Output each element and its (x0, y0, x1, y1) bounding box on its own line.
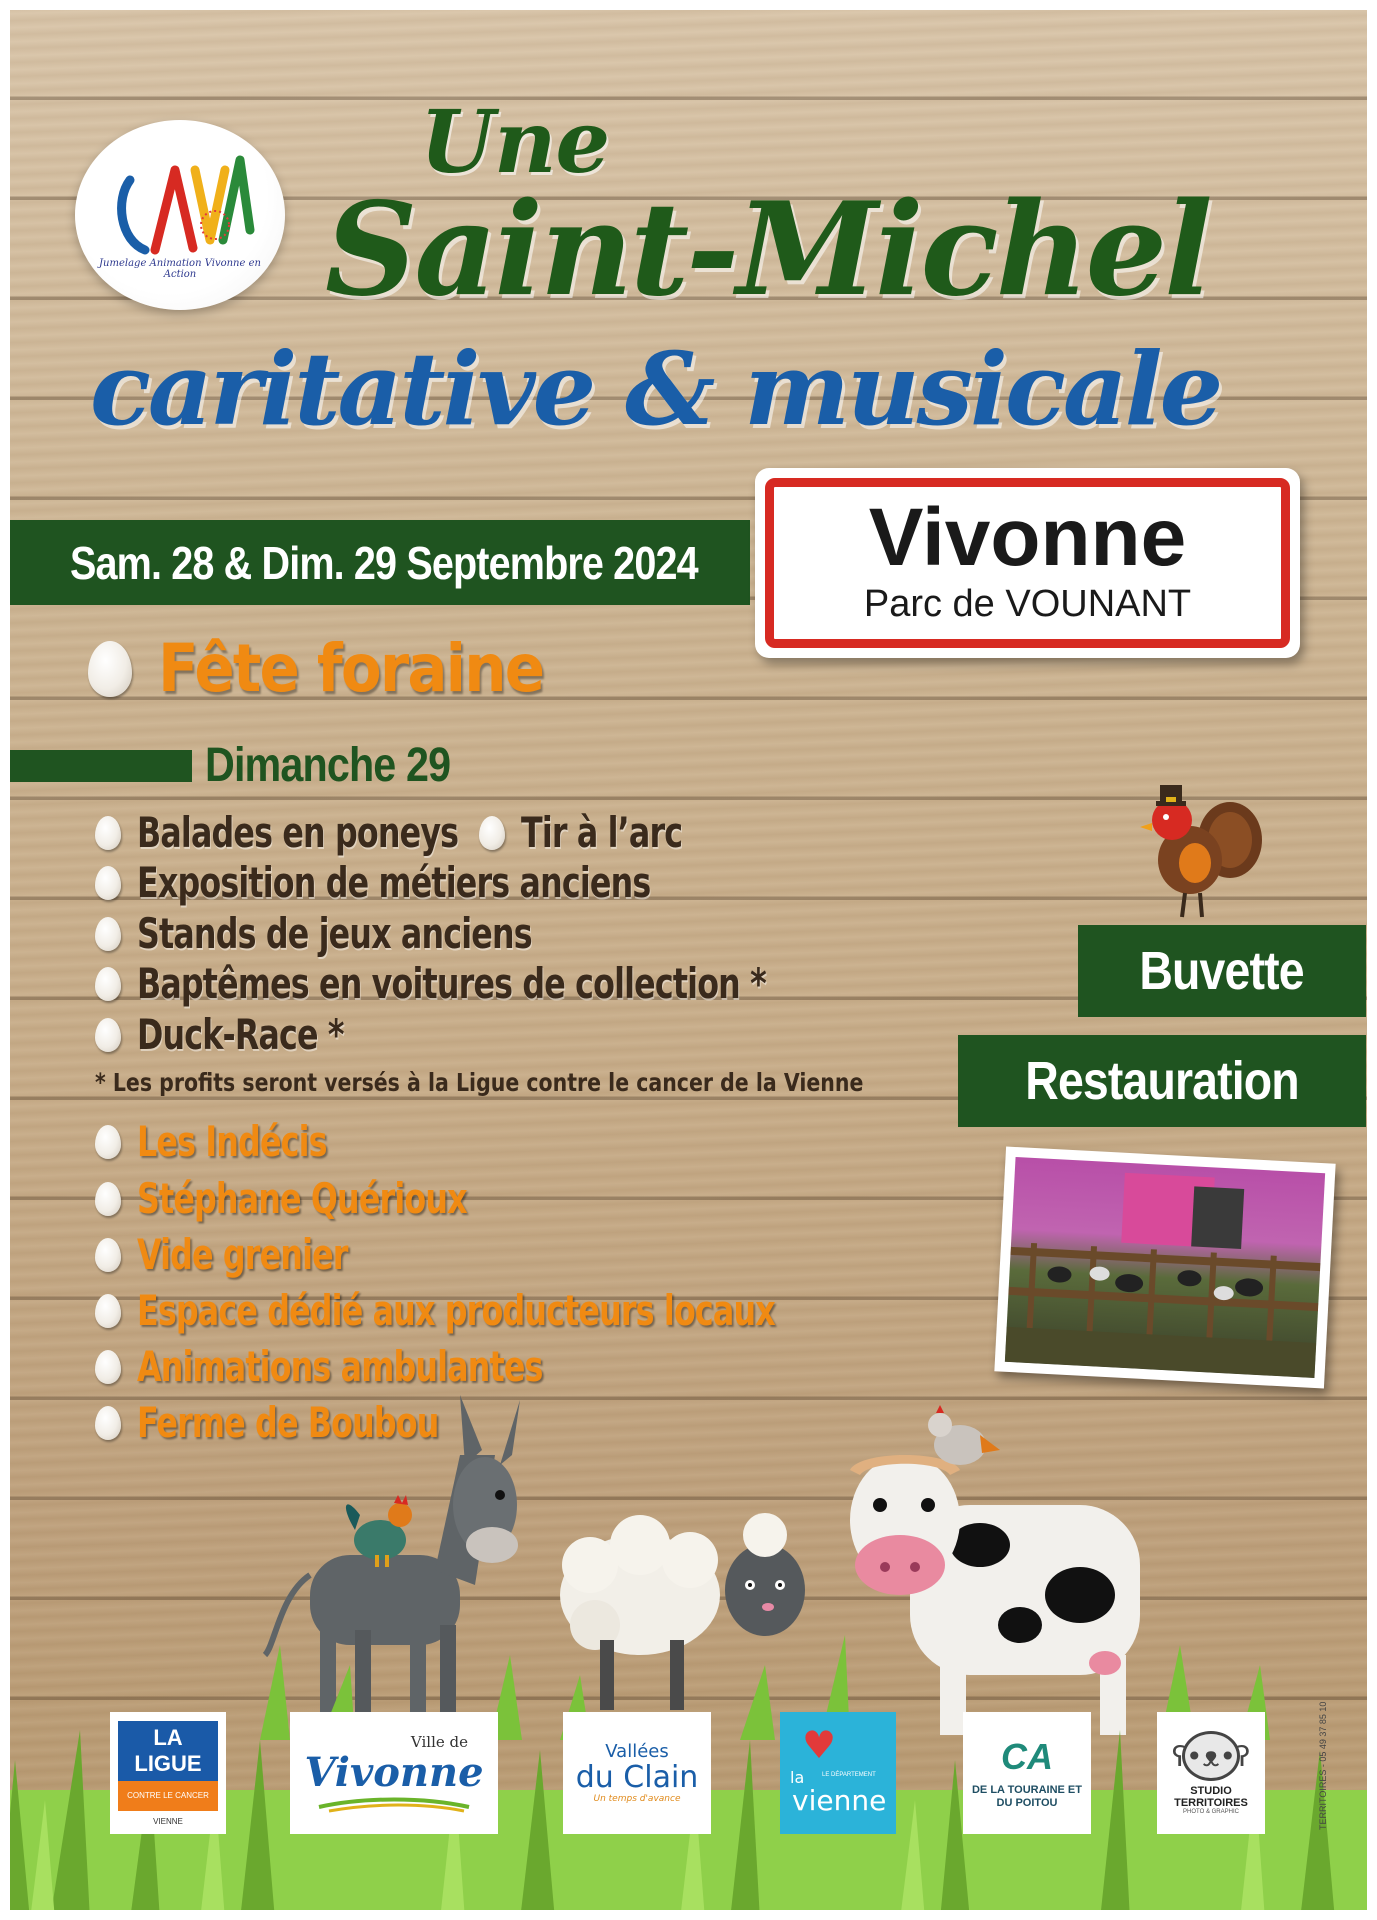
vivonne-logo-prefix: Ville de (410, 1733, 468, 1751)
print-credit: TERRITOIRES - 05 49 37 85 10 (1318, 1701, 1328, 1830)
activity-item: Balades en poneys (137, 808, 459, 857)
date-banner (10, 520, 750, 605)
highlight-item: Espace dédié aux producteurs locaux (137, 1286, 775, 1335)
highlight-row (95, 1230, 388, 1279)
studio-logo-name: STUDIO TERRITOIRES (1174, 1785, 1248, 1809)
bear-icon: ʕ•ᴥ•ʔ (1182, 1731, 1240, 1781)
restauration-label: Restauration (1025, 1051, 1299, 1111)
buvette-banner (1078, 925, 1366, 1017)
highlight-row (95, 1117, 363, 1166)
sponsor-vivonne-logo (290, 1712, 498, 1834)
egg-bullet-icon (95, 1294, 121, 1328)
profit-note: * Les profits seront versés à la Ligue contre le cancer de la Vienne (95, 1068, 864, 1097)
title-line-3: caritative & musicale (90, 330, 1221, 448)
restauration-banner (958, 1035, 1366, 1127)
vivonne-logo-swoosh (314, 1795, 474, 1813)
ligue-logo-region: VIENNE (153, 1816, 183, 1826)
buvette-label: Buvette (1139, 941, 1305, 1001)
highlight-row (95, 1174, 530, 1223)
activity-row (95, 858, 748, 907)
vienne-logo-article: la (790, 1768, 805, 1787)
highlight-item: Les Indécis (137, 1117, 327, 1166)
egg-bullet-icon (95, 1406, 121, 1440)
activity-item: Stands de jeux anciens (137, 909, 532, 958)
egg-bullet-icon (95, 1018, 121, 1052)
title-line-1: Une (420, 92, 610, 193)
city-name: Vivonne (868, 492, 1187, 583)
activity-row (95, 959, 886, 1008)
sponsor-vienne-logo (780, 1712, 896, 1834)
fete-foraine-row (88, 630, 586, 707)
ligue-logo-subtitle: CONTRE LE CANCER (118, 1781, 218, 1811)
egg-bullet-icon (95, 1238, 121, 1272)
title-line-2: Saint-Michel (325, 175, 1210, 325)
activity-item: Exposition de métiers anciens (137, 858, 651, 907)
activity-item: Tir à l’arc (521, 808, 683, 857)
egg-bullet-icon (479, 816, 505, 850)
ligue-logo-title: LA LIGUE (118, 1721, 218, 1781)
sponsor-vallees-du-clain-logo (563, 1712, 711, 1834)
vienne-logo-department: LE DÉPARTEMENT (822, 1772, 876, 1778)
egg-bullet-icon (95, 917, 121, 951)
clain-logo-tagline: Un temps d'avance (593, 1794, 681, 1804)
java-logo (75, 120, 285, 310)
activity-item: Duck-Race * (137, 1010, 344, 1059)
highlight-row (95, 1342, 620, 1391)
highlight-item: Ferme de Boubou (137, 1398, 439, 1447)
highlight-item: Vide grenier (137, 1230, 348, 1279)
vienne-logo-name: vienne (792, 1784, 887, 1817)
turkey-illustration (1130, 775, 1270, 925)
highlight-item: Animations ambulantes (137, 1342, 543, 1391)
event-dates: Sam. 28 & Dim. 29 Septembre 2024 (70, 536, 698, 589)
sponsor-credit-agricole-logo (963, 1712, 1091, 1834)
dimanche-bar (10, 750, 192, 782)
sponsor-ligue-logo (110, 1712, 226, 1834)
city-sign (755, 468, 1300, 658)
egg-bullet-icon (95, 967, 121, 1001)
credit-agricole-text: DE LA TOURAINE ET DU POITOU (971, 1784, 1082, 1809)
farm-photo-image (1005, 1157, 1325, 1378)
city-sign-border (765, 478, 1290, 648)
clain-logo-line-2: du Clain (575, 1760, 699, 1795)
egg-bullet-icon (95, 1182, 121, 1216)
clain-logo-line-1: Vallées (605, 1741, 669, 1762)
activity-row (95, 1010, 383, 1059)
activity-row (95, 808, 713, 857)
egg-bullet-icon (95, 1350, 121, 1384)
highlight-item: Stéphane Quérioux (137, 1174, 467, 1223)
heart-icon: ♥ (802, 1723, 837, 1767)
farm-photo-scene (1005, 1157, 1325, 1378)
vivonne-logo-name: Vivonne (304, 1749, 484, 1796)
hen-illustration (928, 1405, 1000, 1465)
dimanche-heading: Dimanche 29 (205, 739, 451, 792)
event-venue: Parc de VOUNANT (863, 583, 1192, 625)
egg-bullet-icon (95, 1125, 121, 1159)
egg-bullet-icon (95, 816, 121, 850)
egg-bullet-icon (95, 866, 121, 900)
highlight-row (95, 1286, 896, 1335)
sponsor-studio-territoires-logo (1157, 1712, 1265, 1834)
fete-foraine-label: Fête foraine (158, 630, 544, 707)
activity-item: Baptêmes en voitures de collection * (137, 959, 766, 1008)
studio-logo-tagline: PHOTO & GRAPHIC (1183, 1809, 1239, 1815)
egg-bullet-icon (88, 641, 132, 697)
credit-agricole-mark: CA (1001, 1736, 1053, 1777)
farm-photo (994, 1147, 1335, 1389)
java-logo-tagline: Jumelage Animation Vivonne en Action (99, 258, 261, 280)
activity-row (95, 909, 607, 958)
